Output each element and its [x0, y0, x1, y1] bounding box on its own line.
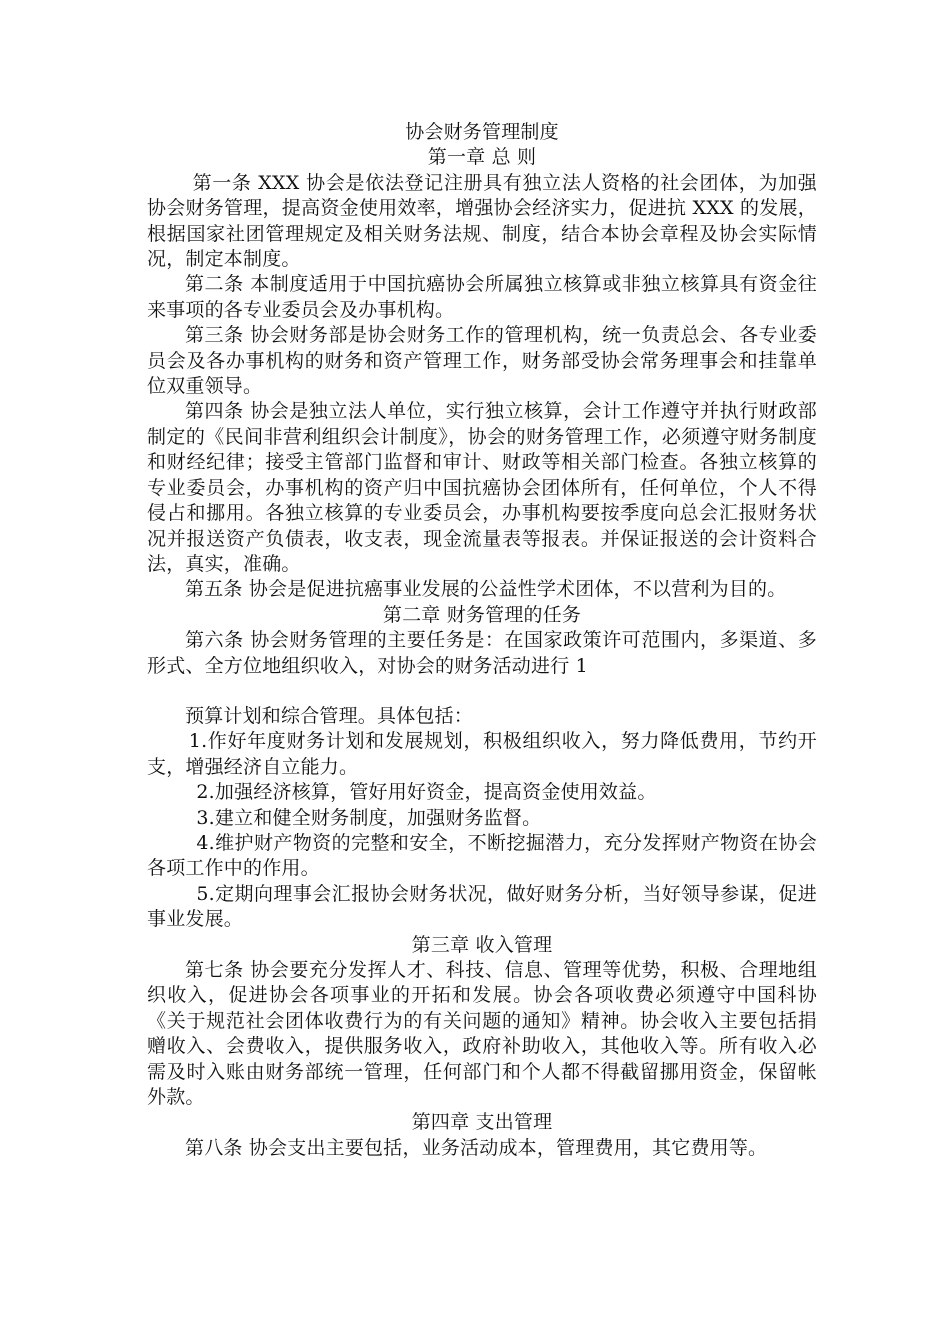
- article-5: 第五条 协会是促进抗癌事业发展的公益性学术团体，不以营利为目的。: [185, 578, 787, 601]
- task-item-3: 3.建立和健全财务制度，加强财务监督。: [196, 806, 542, 829]
- article-4: 第四条 协会是独立法人单位，实行独立核算，会计工作遵守并执行财政部制定的《民间非营利组织会计制度》，协会的财务管理工作，必须遵守财务制度和财经纪律；接受主管部门监督和审计、财政等相关部门检查。各独立核算的专业委员会，办事机构的资产归中国抗癌协会团体所有，任何单位，个人不得侵占和挪用。各独立核算的专业委员会，办事机构要按季度向总会汇报财务状况并报送资产负债表，收支表，现金流量表等报表。并保证报送的会计资料合法，真实，准确。: [147, 400, 817, 575]
- task-item-4: 4.维护财产物资的完整和安全，不断挖掘潜力，充分发挥财产物资在协会各项工作中的作用。: [147, 831, 817, 880]
- document-title: 协会财务管理制度: [405, 121, 559, 143]
- article-7: 第七条 协会要充分发挥人才、科技、信息、管理等优势，积极、合理地组织收入，促进协会各项事业的开拓和发展。协会各项收费必须遵守中国科协《关于规范社会团体收费行为的有关问题的通知》精神。协会收入主要包括捐赠收入、会费收入，提供服务收入，政府补助收入，其他收入等。所有收入必需及时入账由财务部统一管理，任何部门和个人都不得截留挪用资金，保留帐外款。: [147, 959, 817, 1109]
- page-break-gap: [147, 679, 817, 704]
- chapter-3-heading: 第三章 收入管理: [411, 933, 553, 956]
- chapter-2-heading: 第二章 财务管理的任务: [382, 603, 582, 626]
- article-8: 第八条 协会支出主要包括，业务活动成本，管理费用，其它费用等。: [185, 1136, 768, 1159]
- task-item-5: 5.定期向理事会汇报协会财务状况，做好财务分析，当好领导参谋，促进事业发展。: [147, 882, 817, 931]
- document-body: [147, 120, 817, 1161]
- article-6-continued: 预算计划和综合管理。具体包括：: [185, 704, 474, 727]
- chapter-4-heading: 第四章 支出管理: [411, 1111, 553, 1134]
- task-item-1: 1.作好年度财务计划和发展规划，积极组织收入，努力降低费用，节约开支，增强经济自立能力。: [147, 730, 817, 778]
- article-2: 第二条 本制度适用于中国抗癌协会所属独立核算或非独立核算具有资金往来事项的各专业委员会及办事机构。: [147, 273, 817, 321]
- task-item-2: 2.加强经济核算，管好用好资金，提高资金使用效益。: [196, 781, 657, 804]
- chapter-1-heading: 第一章 总 则: [427, 146, 537, 169]
- article-3: 第三条 协会财务部是协会财务工作的管理机构，统一负责总会、各专业委员会及各办事机构的财务和资产管理工作，财务部受协会常务理事会和挂靠单位双重领导。: [147, 324, 817, 398]
- article-1: 第一条 XXX 协会是依法登记注册具有独立法人资格的社会团体，为加强协会财务管理，提高资金使用效率，增强协会经济实力，促进抗 XXX 的发展，根据国家社团管理规定及相关财务法规、制度，结合本协会章程及协会实际情况，制定本制度。: [147, 171, 817, 271]
- article-6: 第六条 协会财务管理的主要任务是：在国家政策许可范围内，多渠道、多形式、全方位地组织收入，对协会的财务活动进行 1: [147, 629, 817, 677]
